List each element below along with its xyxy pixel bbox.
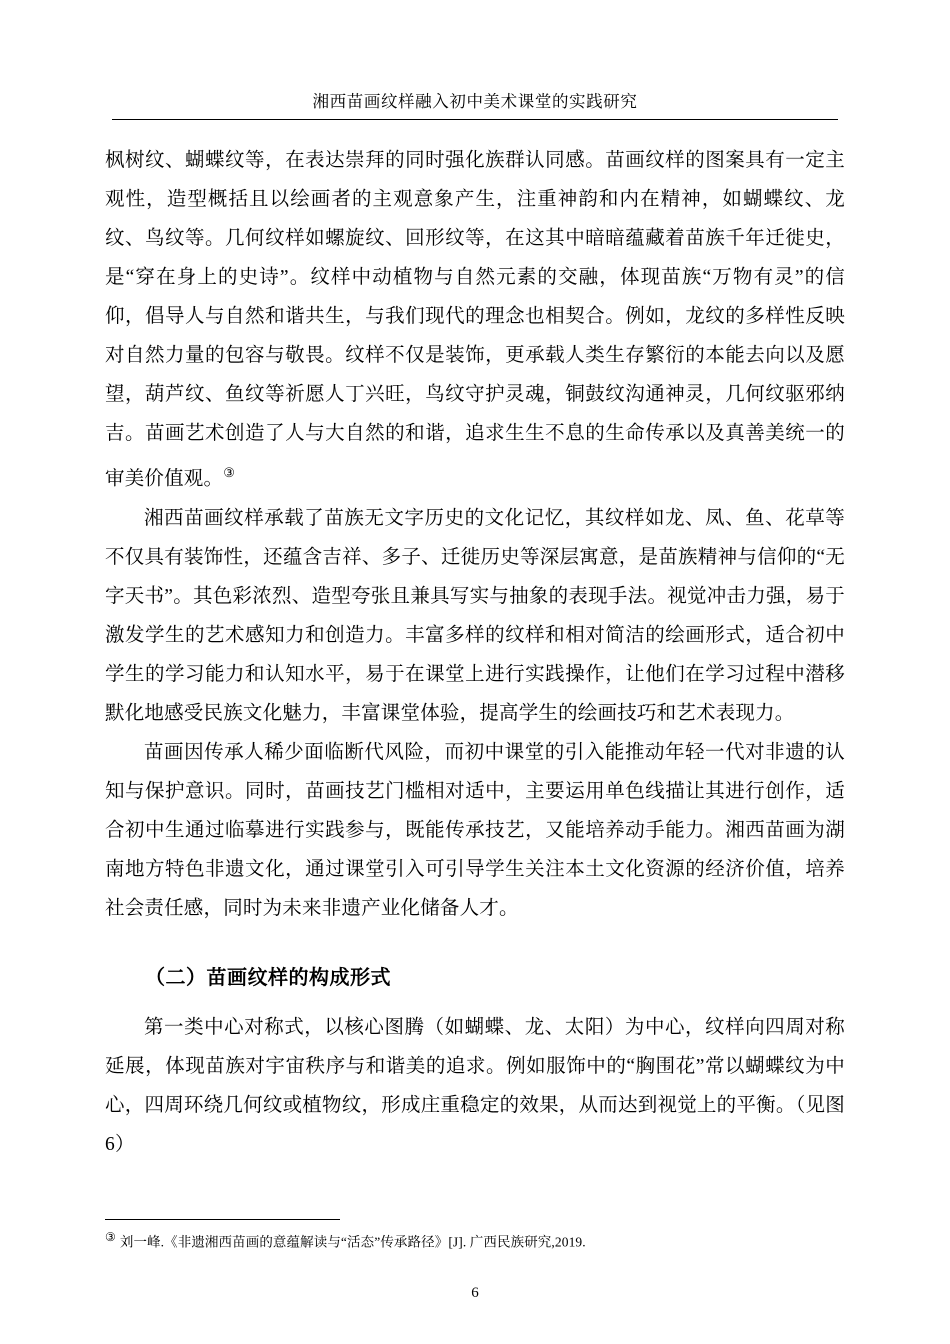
footnote-entry: [105, 1227, 845, 1253]
paragraph-1: [105, 141, 845, 499]
page-header: [112, 0, 838, 112]
footnote-text: 刘一峰.《非遗湘西苗画的意蕴解读与“活态”传承路径》[J]. 广西民族研究,2019.: [119, 1234, 586, 1249]
footnote-ref-3: ③: [223, 465, 236, 480]
page-number: 6: [471, 1285, 479, 1301]
footnote-divider: [105, 1219, 340, 1220]
header-title: 湘西苗画纹样融入初中美术课堂的实践研究: [312, 92, 638, 111]
paragraph-4: 第一类中心对称式，以核心图腾（如蝴蝶、龙、太阳）为中心，纹样向四周对称延展，体现苗族对宇宙秩序与和谐美的追求。例如服饰中的“胸围花”常以蝴蝶纹为中心，四周环绕几何纹或植物纹，形成庄重稳定的效果，从而达到视觉上的平衡。（见图6）: [105, 1016, 845, 1155]
paragraph-1-text: 枫树纹、蝴蝶纹等，在表达崇拜的同时强化族群认同感。苗画纹样的图案具有一定主观性，造型概括且以绘画者的主观意象产生，注重神韵和内在精神，如蝴蝶纹、龙纹、鸟纹等。几何纹样如螺旋纹、回形纹等，在这其中暗暗蕴藏着苗族千年迁徙史，是“穿在身上的史诗”。纹样中动植物与自然元素的交融，体现苗族“万物有灵”的信仰，倡导人与自然和谐共生，与我们现代的理念也相契合。例如，龙纹的多样性反映对自然力量的包容与敬畏。纹样不仅是装饰，更承载人类生存繁衍的本能去向以及愿望，葫芦纹、鱼纹等祈愿人丁兴旺，鸟纹守护灵魂，铜鼓纹沟通神灵，几何纹驱邪纳吉。苗画艺术创造了人与大自然的和谐，追求生生不息的生命传承以及真善美统一的审美价值观。: [105, 150, 845, 490]
footnote-marker: ③: [105, 1229, 116, 1244]
footnote-area: [105, 1219, 845, 1253]
paragraph-3: 苗画因传承人稀少面临断代风险，而初中课堂的引入能推动年轻一代对非遗的认知与保护意识。同时，苗画技艺门槛相对适中，主要运用单色线描让其进行创作，适合初中生通过临摹进行实践参与，既能传承技艺，又能培养动手能力。湘西苗画为湖南地方特色非遗文化，通过课堂引入可引导学生关注本土文化资源的经济价值，培养社会责任感，同时为未来非遗产业化储备人才。: [105, 741, 845, 919]
paragraph-2: 湘西苗画纹样承载了苗族无文字历史的文化记忆，其纹样如龙、凤、鱼、花草等不仅具有装饰性，还蕴含吉祥、多子、迁徙历史等深层寓意，是苗族精神与信仰的“无字天书”。其色彩浓烈、造型夸张且兼具写实与抽象的表现手法。视觉冲击力强，易于激发学生的艺术感知力和创造力。丰富多样的纹样和相对简洁的绘画形式，适合初中学生的学习能力和认知水平，易于在课堂上进行实践操作，让他们在学习过程中潜移默化地感受民族文化魅力，丰富课堂体验，提高学生的绘画技巧和艺术表现力。: [105, 507, 845, 724]
section-heading: （二）苗画纹样的构成形式: [145, 966, 391, 989]
page-content: [105, 120, 845, 1164]
